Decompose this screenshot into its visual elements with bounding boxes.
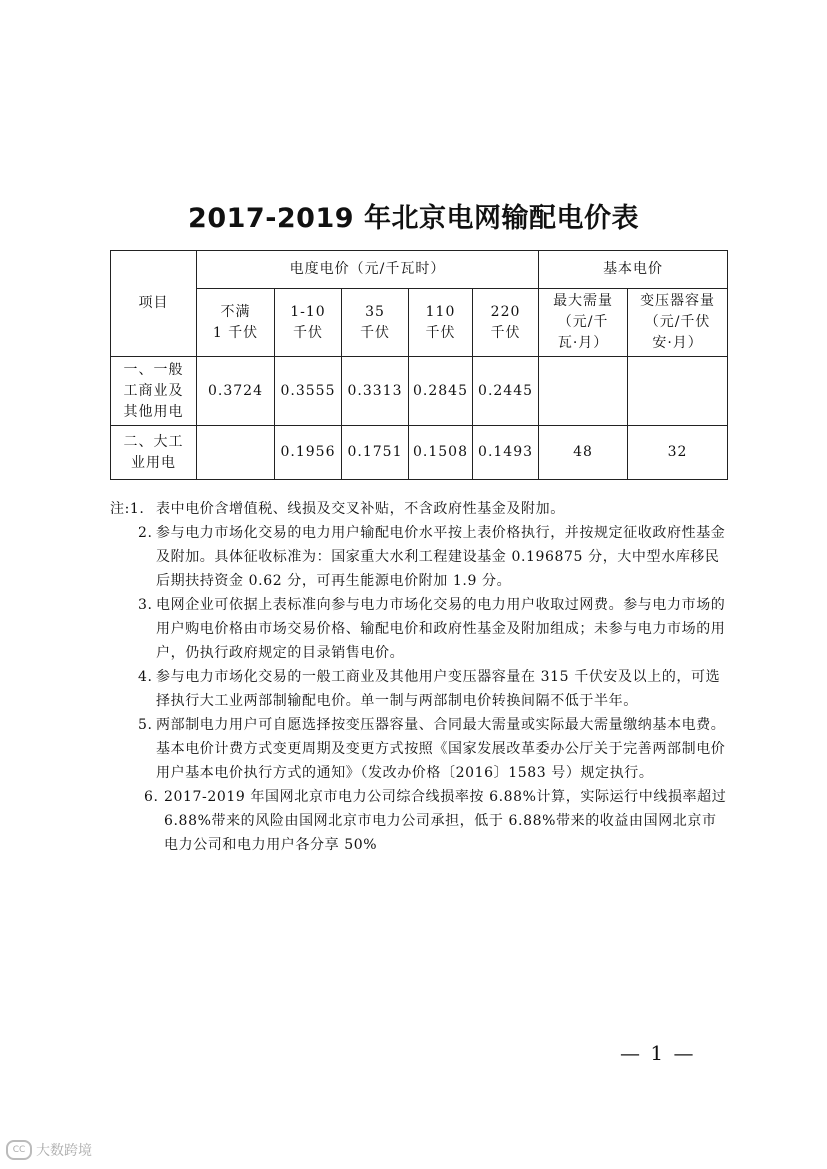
basic-price-header: 基本电价 [539, 251, 728, 289]
price-cell: 0.1508 [409, 426, 473, 480]
table-row [111, 357, 728, 426]
item-header: 项目 [111, 251, 197, 357]
watermark-text: 大数跨境 [36, 1143, 92, 1159]
row-label: 二、大工 业用电 [111, 426, 197, 480]
price-cell: 48 [539, 426, 628, 480]
note-number: 2. [138, 525, 153, 541]
table-row [111, 426, 728, 480]
price-cell [197, 426, 275, 480]
price-cell: 0.2845 [409, 357, 473, 426]
note-text: 参与电力市场化交易的电力用户输配电价水平按上表价格执行，并按规定征收政府性基金及附加。具体征收标准为：国家重大水利工程建设基金 0.196875 分，大中型水库移民后期扶持资金 0.62 分，可再生能源电价附加 1.9 分。 [156, 525, 726, 589]
price-cell: 0.3724 [197, 357, 275, 426]
price-cell [628, 357, 728, 426]
price-cell: 0.2445 [473, 357, 539, 426]
document-title: 2017-2019 年北京电网输配电价表 [188, 203, 639, 234]
transformer-capacity-header: 变压器容量 （元/千伏 安·月） [628, 289, 728, 357]
price-cell: 0.3555 [275, 357, 342, 426]
note-number: 注:1. [110, 501, 145, 517]
note-item [110, 593, 730, 665]
price-cell [539, 357, 628, 426]
watermark [6, 1140, 92, 1160]
watermark-logo-icon: CC [6, 1140, 32, 1160]
note-item [110, 497, 730, 521]
voltage-header: 220 千伏 [473, 289, 539, 357]
note-number: 6. [144, 789, 159, 805]
price-cell: 32 [628, 426, 728, 480]
note-number: 5. [138, 717, 153, 733]
note-text: 参与电力市场化交易的一般工商业及其他用户变压器容量在 315 千伏安及以上的，可选择执行大工业两部制输配电价。单一制与两部制电价转换间隔不低于半年。 [156, 669, 721, 709]
note-text: 表中电价含增值税、线损及交叉补贴，不含政府性基金及附加。 [156, 501, 565, 517]
voltage-header: 不满 1 千伏 [197, 289, 275, 357]
note-item [110, 521, 730, 593]
note-text: 电网企业可依据上表标准向参与电力市场化交易的电力用户收取过网费。参与电力市场的用户购电价格由市场交易价格、输配电价和政府性基金及附加组成；未参与电力市场的用户，仍执行政府规定的目录销售电价。 [156, 597, 726, 661]
page-number: — 1 — [620, 1041, 696, 1065]
note-number: 4. [138, 669, 153, 685]
note-number: 3. [138, 597, 153, 613]
voltage-header: 1-10 千伏 [275, 289, 342, 357]
price-cell: 0.1956 [275, 426, 342, 480]
note-text: 2017-2019 年国网北京市电力公司综合线损率按 6.88%计算，实际运行中线损率超过 6.88%带来的风险由国网北京市电力公司承担，低于 6.88%带来的收益由国网北京市电力公司和电力用户各分享 50% [164, 789, 727, 853]
note-item [110, 665, 730, 713]
voltage-header: 35 千伏 [342, 289, 409, 357]
tariff-table [110, 250, 728, 480]
price-cell: 0.3313 [342, 357, 409, 426]
price-cell: 0.1493 [473, 426, 539, 480]
energy-price-header: 电度电价（元/千瓦时） [197, 251, 539, 289]
note-item [110, 785, 730, 857]
row-label: 一、一般 工商业及 其他用电 [111, 357, 197, 426]
notes-section [110, 497, 730, 857]
max-demand-header: 最大需量 （元/千 瓦·月） [539, 289, 628, 357]
note-item [110, 713, 730, 785]
note-text: 两部制电力用户可自愿选择按变压器容量、合同最大需量或实际最大需量缴纳基本电费。基本电价计费方式变更周期及变更方式按照《国家发展改革委办公厅关于完善两部制电价用户基本电价执行方式的通知》（发改办价格〔2016〕1583 号）规定执行。 [156, 717, 726, 781]
voltage-header: 110 千伏 [409, 289, 473, 357]
price-cell: 0.1751 [342, 426, 409, 480]
